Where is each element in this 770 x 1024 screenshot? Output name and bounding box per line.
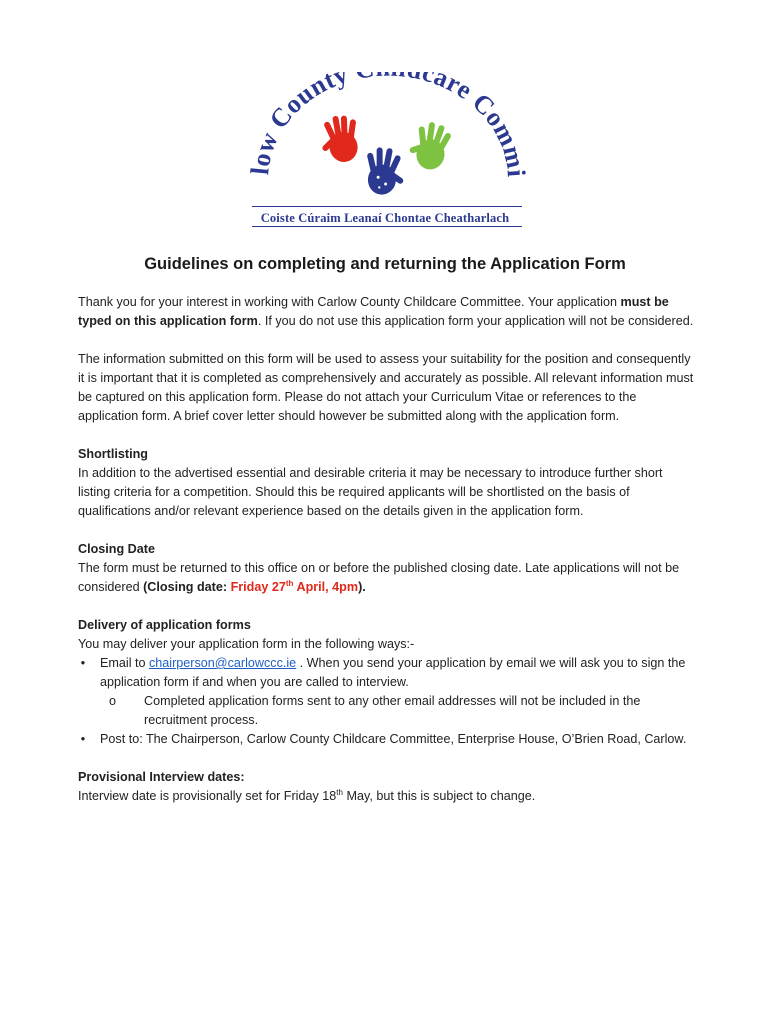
intro-emphasis: must be typed on this application form: [78, 295, 669, 328]
closing-date-end: ).: [358, 580, 366, 594]
shortlisting-heading: Shortlisting: [78, 447, 148, 461]
intro-text: Thank you for your interest in working with Carlow County Childcare Committee. Your application: [78, 295, 617, 309]
email-prefix: Email to: [100, 656, 149, 670]
interview-paragraph: [78, 787, 698, 806]
logo-arc-text: low County care Commi: [245, 72, 532, 179]
email-link[interactable]: chairperson@carlowccc.ie: [149, 656, 297, 670]
bullet: •: [80, 656, 86, 670]
closing-date-label: (Closing date:: [143, 580, 231, 594]
document-body: [78, 293, 698, 806]
blue-hand-icon: [363, 146, 407, 197]
info-paragraph: The information submitted on this form will be used to assess your suitability for the position and consequently it is important that it is completed as comprehensively and accurately as possible. All relevant information must be captured on this application form. Please do not attach your Curriculum Vitae or references to the application form. A brief cover letter should however be submitted along with the application form.: [78, 352, 694, 423]
interview-text: Interview date is provisionally set for Friday 18: [78, 789, 337, 803]
closing-date-time: April, 4pm: [293, 580, 359, 594]
closing-date-ordinal: th: [285, 579, 294, 588]
closing-date-paragraph: [78, 559, 698, 597]
interview-text-end: May, but this is subject to change.: [342, 789, 536, 803]
interview-heading: Provisional Interview dates:: [78, 770, 245, 784]
shortlisting-paragraph: In addition to the advertised essential and desirable criteria it may be necessary to introduce further short listing criteria for a competition. Should this be required applicants will be shortlisted on the basis of qualifications and/or relevant experience based on the details given in the application form.: [78, 466, 663, 518]
sub-item-text: Completed application forms sent to any other email addresses will not be included in the recruitment process.: [144, 694, 641, 727]
closing-date-heading: Closing Date: [78, 542, 155, 556]
logo-divider-top: [252, 206, 522, 207]
closing-date-text: The form must be returned to this office on or before the published closing date. Late applications will not be considered: [78, 561, 680, 594]
interview-ordinal: th: [336, 788, 343, 797]
post-text: Post to: The Chairperson, Carlow County Childcare Committee, Enterprise House, O’Brien Road, Carlow.: [100, 732, 687, 746]
bullet: •: [80, 732, 86, 746]
logo: [240, 72, 540, 232]
logo-subtitle: Coiste Cúraim Leanaí Chontae Cheatharlach: [260, 211, 510, 225]
logo-divider-bottom: [252, 226, 522, 227]
list-item-post: [78, 730, 698, 749]
email-suffix: . When you send your application by email we will ask you to sign the application form if and when you are called to interview.: [100, 656, 686, 689]
green-hand-icon: [405, 118, 453, 172]
delivery-heading: Delivery of application forms: [78, 618, 251, 632]
list-subitem: [78, 692, 698, 730]
page-title: Guidelines on completing and returning the Application Form: [144, 255, 626, 273]
closing-date-value: Friday 27: [230, 580, 286, 594]
intro-paragraph: [78, 293, 698, 331]
list-item-email: [78, 654, 698, 692]
intro-text-end: . If you do not use this application form your application will not be considered.: [257, 314, 694, 328]
red-hand-icon: [316, 113, 363, 166]
sub-bullet: o: [109, 694, 117, 708]
delivery-intro: You may deliver your application form in the following ways:-: [78, 637, 415, 651]
